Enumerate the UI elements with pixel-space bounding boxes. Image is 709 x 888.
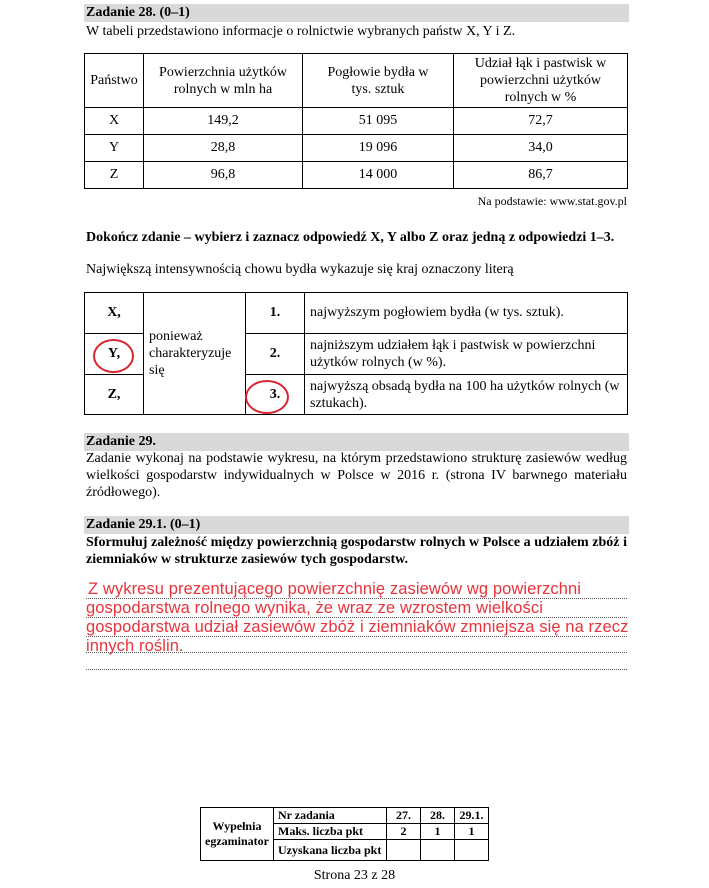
choice-table <box>84 292 628 415</box>
task29-header: Zadanie 29. <box>86 434 157 449</box>
task29-text: Zadanie wykonaj na podstawie wykresu, na którym przedstawiono strukturę zasiewów według wielkości gospodarstw indywidualnych w Polsce w 2016 r. (strona IV barwnego materiału źródłowego). <box>86 451 627 500</box>
source-note: Na podstawie: www.stat.gov.pl <box>477 194 627 208</box>
answer-line <box>86 669 627 670</box>
choice-x[interactable]: X, <box>85 293 144 334</box>
table-row: Z 96,8 14 000 86,7 <box>85 162 628 189</box>
choice-2[interactable]: 2. <box>246 334 305 375</box>
table-row: Y 28,8 19 096 34,0 <box>85 135 628 162</box>
task28-intro: W tabeli przedstawiono informacje o rolnictwie wybranych państw X, Y i Z. <box>86 24 516 39</box>
answer-line-3: gospodarstwa udział zasiewów zbóż i ziemniaków zmniejsza się na rzecz <box>86 618 629 636</box>
task28-header: Zadanie 28. (0–1) <box>86 5 190 20</box>
table-header: Udział łąk i pastwisk w powierzchni użytków rolnych w % <box>454 54 628 108</box>
answer-line-4: innych roślin. <box>86 637 184 655</box>
choice-3[interactable]: 3. <box>246 375 305 415</box>
scoring-label: Wypełnia egzaminator <box>201 808 274 861</box>
table-header: Pogłowie bydła w tys. sztuk <box>303 54 454 108</box>
task291-instruction: Sformułuj zależność między powierzchnią gospodarstw rolnych w Polsce a udziałem zbóż i ziemniaków w strukturze zasiewów tych gospodarstw. <box>86 535 627 567</box>
table-header: Powierzchnia użytków rolnych w mln ha <box>144 54 303 108</box>
choice-1[interactable]: 1. <box>246 293 305 334</box>
selected-3-circle <box>245 380 289 414</box>
task291-header: Zadanie 29.1. (0–1) <box>86 517 201 532</box>
connector-text: ponieważ charakteryzuje się <box>144 293 246 415</box>
score-input-28[interactable] <box>421 840 455 861</box>
reason-3: najwyższą obsadą bydła na 100 ha użytków rolnych (w sztukach). <box>305 375 628 415</box>
choice-z[interactable]: Z, <box>85 375 144 415</box>
task291-header-bar <box>84 516 629 534</box>
table-row: X 149,2 51 095 72,7 <box>85 108 628 135</box>
row-label-max: Maks. liczba pkt <box>274 824 387 840</box>
page-footer: Strona 23 z 28 <box>313 868 396 883</box>
scoring-table: Wypełnia egzaminator Nr zadania 27. 28. 29.1. Maks. liczba pkt 2 1 1 Uzyskana liczba pkt <box>200 807 489 861</box>
choice-y[interactable]: Y, <box>85 334 144 375</box>
score-input-29-1[interactable] <box>455 840 489 861</box>
row-label-task: Nr zadania <box>274 808 387 824</box>
row-label-obtained: Uzyskana liczba pkt <box>274 840 387 861</box>
selected-y-circle <box>93 339 134 373</box>
task28-header-bar <box>84 4 629 22</box>
reason-2: najniższym udziałem łąk i pastwisk w powierzchni użytków rolnych (w %). <box>305 334 628 375</box>
task28-instruction: Dokończ zdanie – wybierz i zaznacz odpowiedź X, Y albo Z oraz jedną z odpowiedzi 1–3. <box>86 230 615 245</box>
table-header: Państwo <box>85 54 144 108</box>
agriculture-table <box>84 53 628 189</box>
task29-header-bar <box>84 433 629 451</box>
score-input-27[interactable] <box>387 840 421 861</box>
answer-line-2: gospodarstwa rolnego wynika, że wraz ze wzrostem wielkości <box>86 599 543 617</box>
task28-sentence: Największą intensywnością chowu bydła wykazuje się kraj oznaczony literą <box>86 262 514 277</box>
reason-1: najwyższym pogłowiem bydła (w tys. sztuk). <box>305 293 628 334</box>
answer-line-1: Z wykresu prezentującego powierzchnię zasiewów wg powierzchni <box>88 580 582 598</box>
